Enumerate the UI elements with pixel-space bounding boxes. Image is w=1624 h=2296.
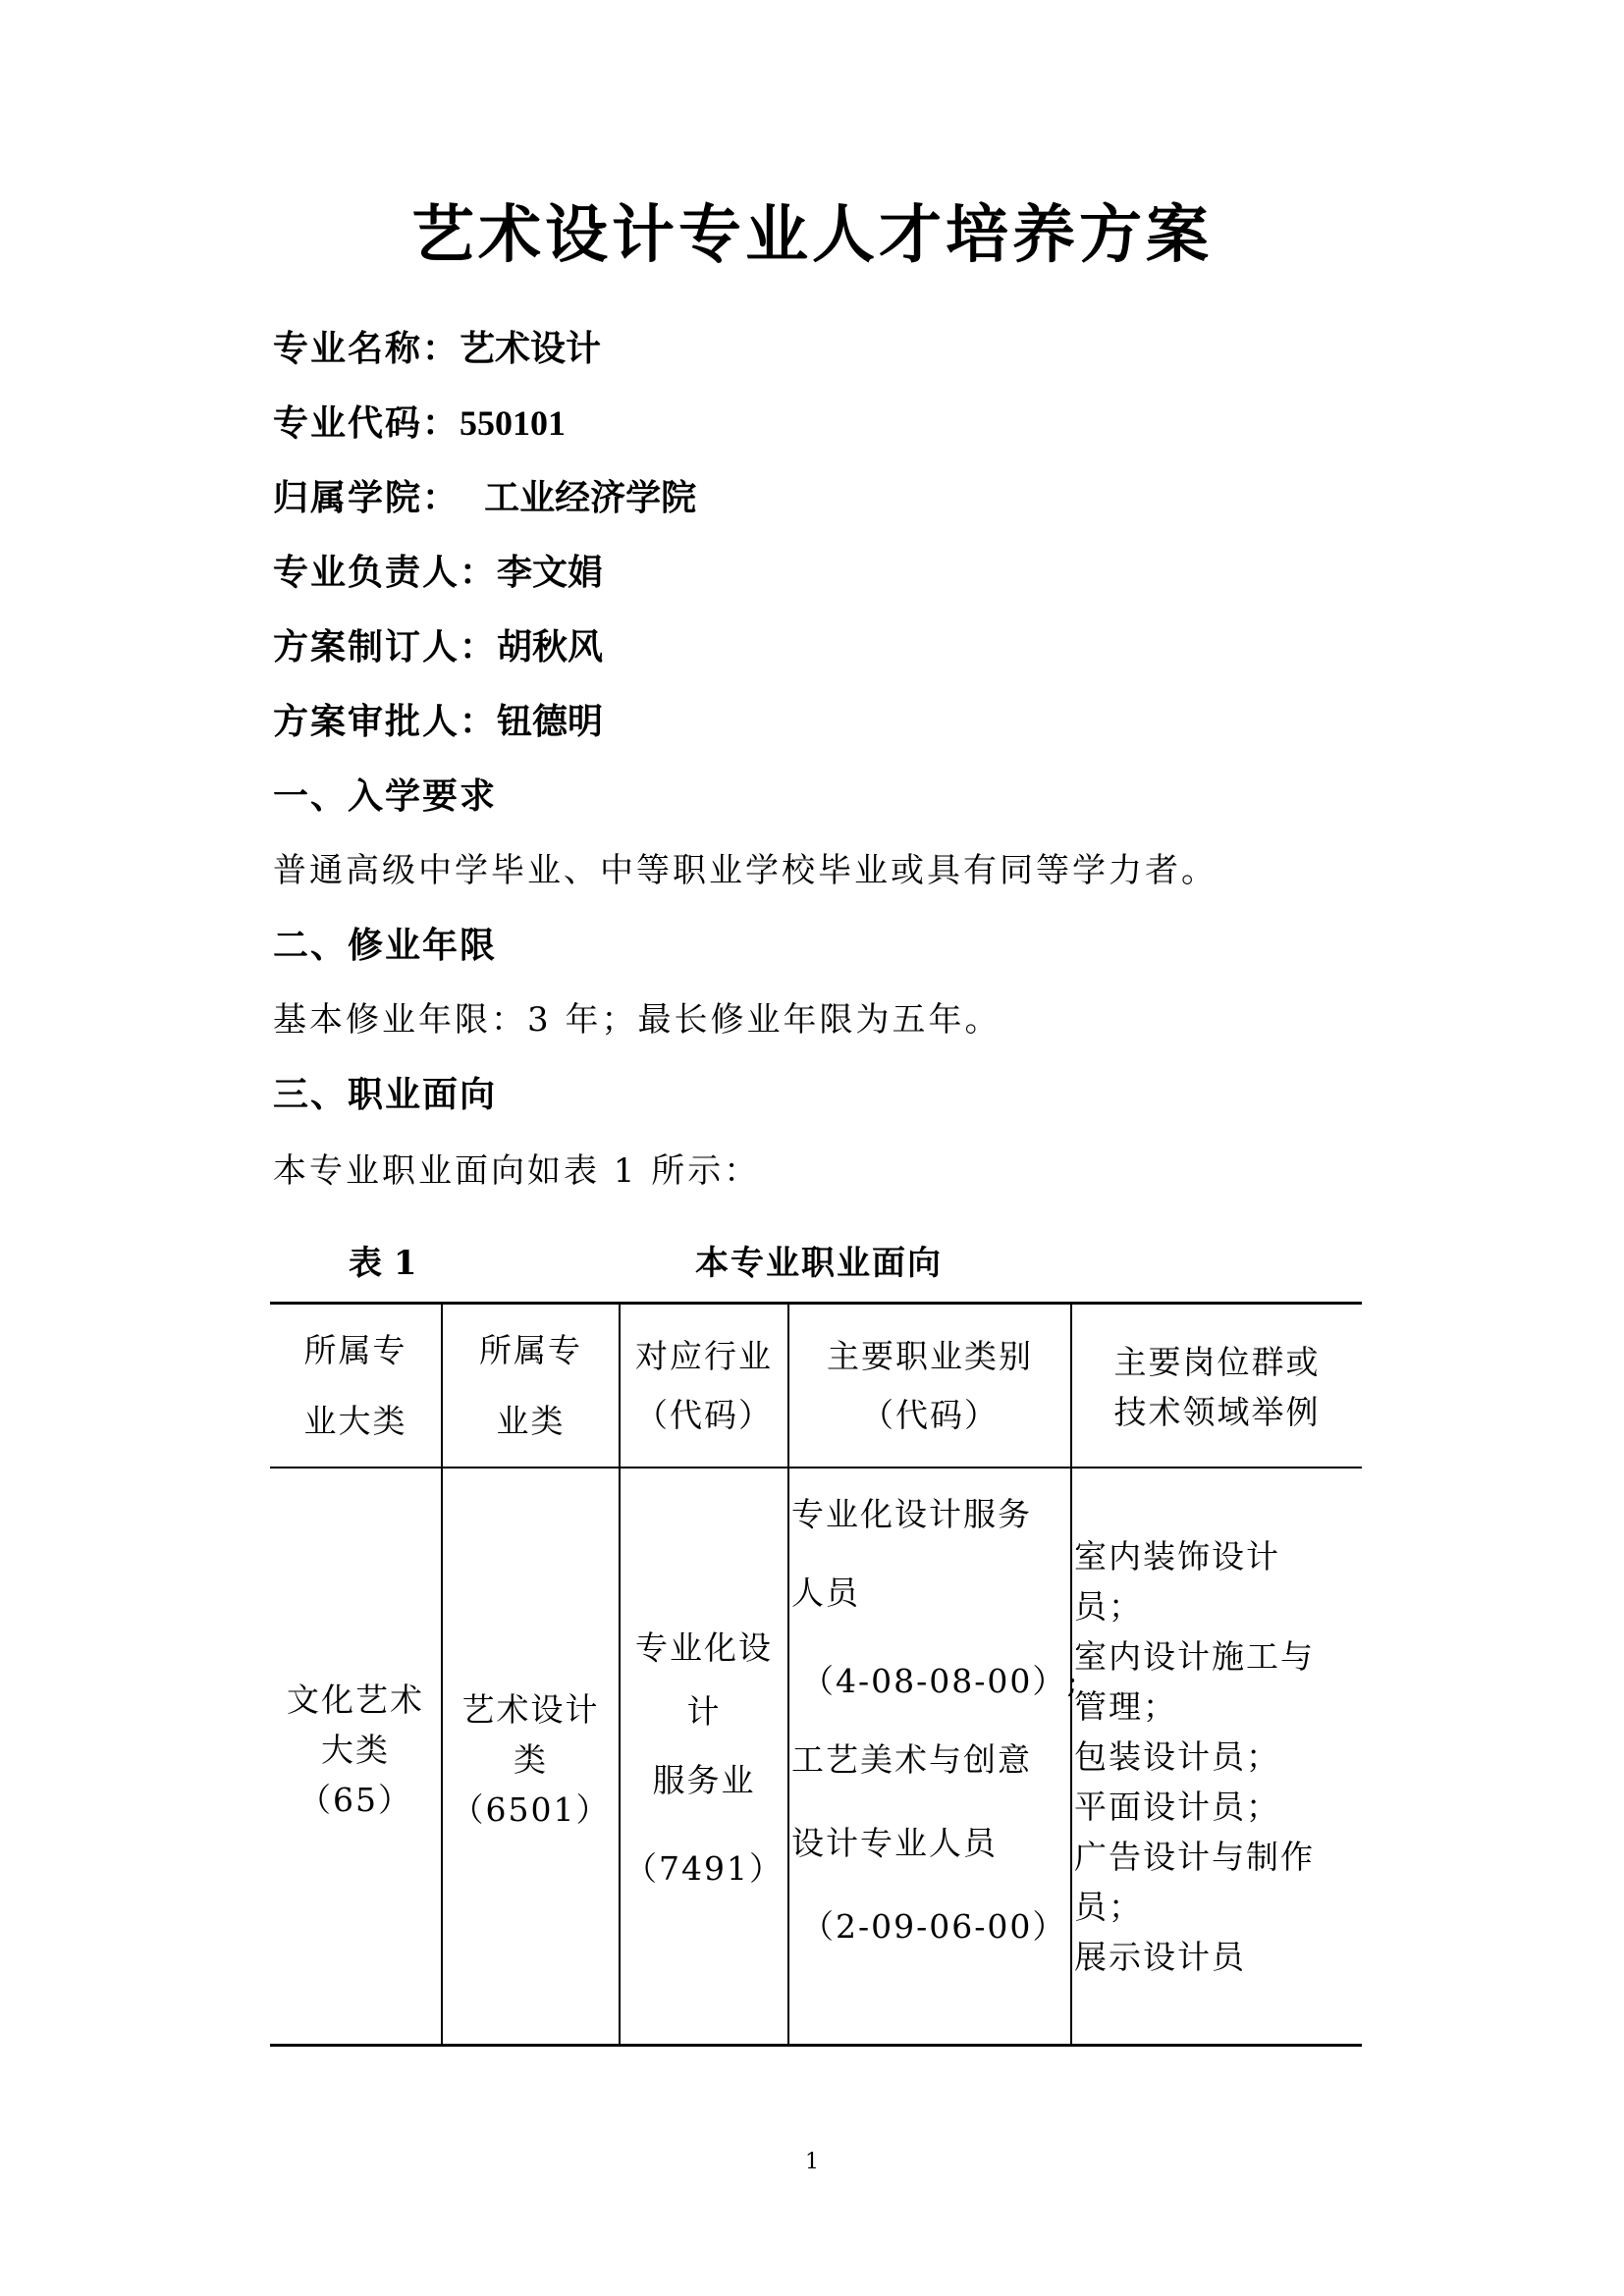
meta-major-lead: 专业负责人：李文娟 bbox=[273, 552, 604, 593]
section-text-admission: 普通高级中学毕业、中等职业学校毕业或具有同等学力者。 bbox=[273, 851, 1218, 890]
section-text-career: 本专业职业面向如表 1 所示： bbox=[273, 1151, 761, 1191]
table-number: 表 1 bbox=[349, 1244, 417, 1283]
meta-plan-approver: 方案审批人：钮德明 bbox=[273, 701, 604, 742]
page-number: 1 bbox=[805, 2150, 819, 2174]
table-bottom-rule bbox=[270, 2044, 1362, 2047]
table-cell-industry: 专业化设 计 服务业 （7491） bbox=[624, 1629, 784, 1888]
table-cell-positions: 室内装饰设计 员； 室内设计施工与 管理； 包装设计员； 平面设计员； 广告设计与制作 员； 展示设计员 bbox=[1074, 1537, 1315, 1976]
meta-college: 归属学院： 工业经济学院 bbox=[273, 477, 697, 518]
section-text-duration: 基本修业年限：3 年；最长修业年限为五年。 bbox=[273, 1000, 1001, 1040]
meta-major-name: 专业名称：艺术设计 bbox=[273, 328, 602, 369]
meta-major-code: 专业代码：550101 bbox=[273, 402, 567, 444]
section-heading-duration: 二、修业年限 bbox=[273, 925, 498, 966]
table-cell-category: 文化艺术 大类 （65） bbox=[287, 1681, 424, 1819]
table-header-cell: 所属专 业大类 bbox=[303, 1331, 407, 1440]
table-cell-occupation: 专业化设计服务 人员 （4-08-08-00）; 工艺美术与创意 设计专业人员 （2-09-06-00） bbox=[791, 1495, 1080, 1946]
table-header-cell: 对应行业 （代码） bbox=[635, 1337, 773, 1434]
table-header-rule bbox=[270, 1467, 1362, 1468]
table-header-cell: 主要岗位群或 技术领域举例 bbox=[1113, 1343, 1321, 1431]
table-top-rule bbox=[270, 1302, 1362, 1305]
section-heading-career: 三、职业面向 bbox=[273, 1074, 498, 1115]
table-caption: 本专业职业面向 bbox=[695, 1244, 943, 1283]
table-cell-subcategory: 艺术设计 类 （6501） bbox=[451, 1690, 611, 1829]
document-title: 艺术设计专业人才培养方案 bbox=[411, 198, 1213, 272]
table-header-cell: 主要职业类别 （代码） bbox=[827, 1337, 1033, 1434]
meta-plan-author: 方案制订人：胡秋风 bbox=[273, 626, 604, 667]
table-header-cell: 所属专 业类 bbox=[479, 1331, 582, 1440]
section-heading-admission: 一、入学要求 bbox=[273, 775, 498, 817]
